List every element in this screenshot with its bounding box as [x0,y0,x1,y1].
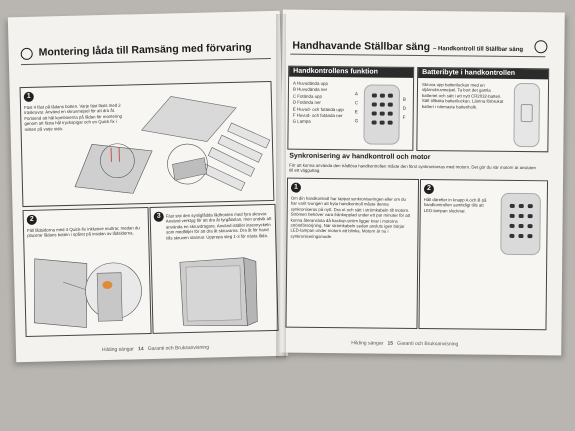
step1-drawing [21,82,274,206]
sync-step1-box [285,178,419,329]
step3-text: Fäst sist den synliglådda lådfronten med fyra skruvar. Använd verktyg för att dra åt fyrgålarlan, men undvik att använda en skruvdragare. Använd istället insexnyckeln som medföljer för att dra åt skruvarna. Dra åt för hand tills skruven stannar. Upprepa steg 1-3 för nästa låda. [165,211,272,241]
sync-remote-illustration [500,193,541,255]
letter-e: E [354,109,358,115]
right-footer [351,340,458,347]
letter-c: C [354,100,359,106]
step2-text: Fäll lådsidorna med 4 Quick-fix inklusive muttrar, medan du placerar lådans botten i spåret på insidan av lådsidorna. [26,225,140,239]
sync-title: Synkronisering av handkontroll och motor [289,152,431,162]
logo-icon [21,48,33,60]
letter-f: F [402,114,406,120]
battery-remote-illustration [513,83,540,147]
remote-function-list [293,81,355,126]
step1-number: 1 [24,92,34,102]
battery-header: Batteribyte i handkontrollen [418,68,548,79]
right-page [279,10,565,356]
step1-box [20,81,275,207]
step3-drawing [151,205,278,333]
left-footer [102,345,209,354]
letter-d: D [402,105,407,111]
right-footer-section: Garanti och Bruksanvisning [397,340,459,348]
sync-step2-number: 2 [424,184,434,194]
sync-step1-number: 1 [291,183,301,193]
left-footer-section: Garanti och Bruksanvisning [147,344,210,353]
step3-box [150,204,279,334]
title-rule [21,58,271,65]
right-title-main: Handhavande Ställbar säng [292,39,431,54]
step2-box [23,207,152,337]
remote-functions-header: Handkontrollens funktion [289,67,413,78]
letter-a: A [354,91,358,97]
right-title-sub: – Handkontroll till Ställbar säng [433,46,524,54]
left-footer-brand: Hilding sängar [101,346,135,354]
sync-step1-text: Om din handkontroll har tappat synkroniseringen eller om du har varit tvungen att byta handkontroll måste denna synkroniseras på nytt. Dra ut och sätt i strömkabeln till motorn. Strömen behöver vara frånkopplad under ett par minuter för att kunna återansluta då backup-ström ligger kvar i motorns strömförsörjning. När strömkabeln sedan ansluts igen börjar LED-lampan under motorn att blinka. Motorn är nu i synkroniseringsmode. [290,195,411,239]
left-footer-page: 14 [138,346,144,353]
function-c: C Fotända upp [292,93,322,99]
left-page [8,11,288,363]
right-footer-brand: Hilding sängar [351,340,384,347]
letter-b: B [402,96,406,102]
remote-illustration [363,84,400,144]
sync-step2-text: Håll därefter in knapp A och B på handkontrollen samtidigt tills att LED-lampan slocknar. [423,197,487,214]
function-d: D Fotända ner [292,99,321,106]
function-a: A Huvudända upp [293,80,328,87]
battery-text: Skruva upp batteriluckan med en stjärnskruvmejsel. Ta bort det gamla batteriet och sätt i ett nytt CR2032-batteri. Sätt tillbaka batteriluckan. Lämna förbrukat batteri i närmaste batteriholk. [421,81,504,110]
left-page-title: Montering låda till Ramsäng med förvaring [38,41,252,59]
step1-text: Fäst 4 fäst på lådans botten. Varje fäst fästs med 2 träskruvar. Använd en skruvmejsel för att dra åt. Fortsend att hål kombinerna på lådan för montering genom att fästa hål tryckspigar och en Quick fix i mitten på varje sida. [23,102,123,132]
booklet-spine [276,14,286,358]
menu-icon [534,40,547,53]
letter-g: G [354,118,359,124]
function-e: E Huvud- och fotända upp [292,106,344,112]
function-f: F Huvud- och fotända ner [292,112,343,119]
remote-functions-box [287,66,414,151]
function-g: G Lampa [292,119,311,125]
remote-letters-right [403,95,407,122]
right-title-rule [290,54,545,58]
function-b: B Huvudända ner [292,87,328,93]
right-page-title [292,40,523,54]
sync-step2-box [418,179,548,330]
step3-number: 3 [154,212,164,222]
battery-box [416,67,549,152]
remote-letters-left [355,89,359,125]
step2-drawing [24,208,151,336]
right-footer-page: 15 [387,340,394,347]
step2-number: 2 [27,215,37,225]
sync-intro: För att kunna använda den trådlösa handkontrollen måste den först synkroniseras med motorn. Det gör du när motorn är ansluten till ett vägguttag. [289,162,536,174]
